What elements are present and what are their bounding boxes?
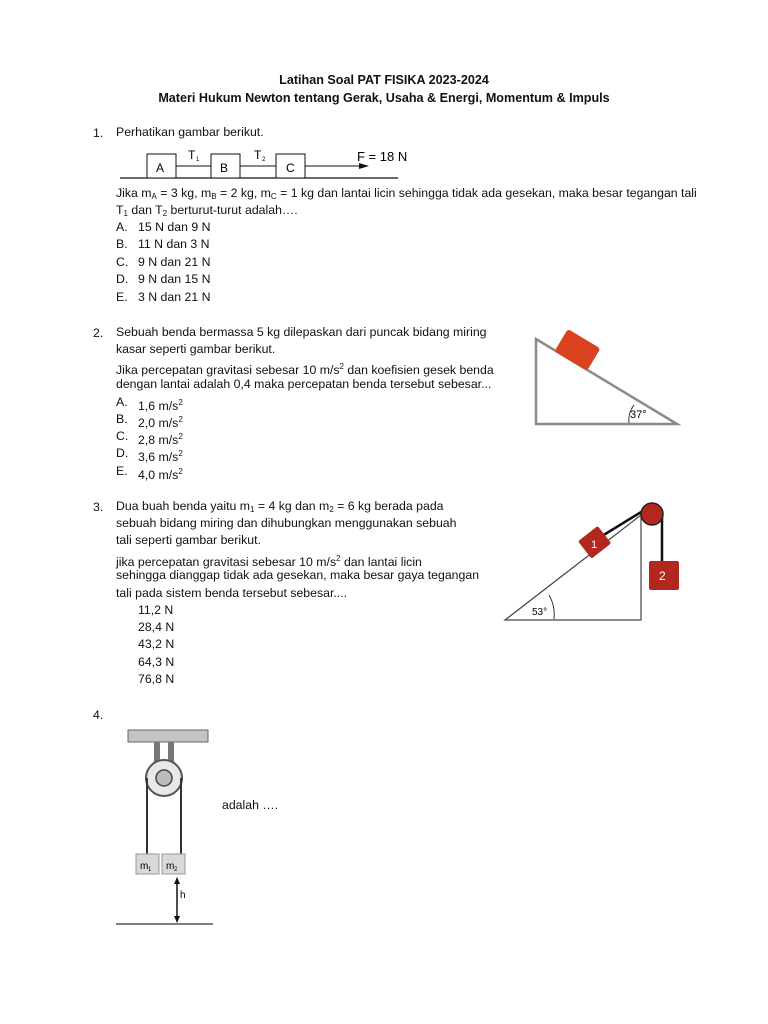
q1-intro: Perhatikan gambar berikut. xyxy=(116,125,264,139)
q1-label-force: F = 18 N xyxy=(357,149,408,164)
q4-ceiling xyxy=(128,730,208,742)
q2-figure xyxy=(533,327,683,427)
q4-label-m1-sub: 1 xyxy=(148,867,152,873)
q1-label-a: A xyxy=(156,161,165,175)
q1-figure xyxy=(118,145,418,181)
q1-option-c[interactable]: C. 9 N dan 21 N xyxy=(116,255,211,269)
q4-text: adalah …. xyxy=(222,798,279,812)
q4-label-m2-sub: 2 xyxy=(174,867,178,873)
q1-option-d[interactable]: D. 9 N dan 15 N xyxy=(116,272,211,286)
q1-label-c: C xyxy=(286,161,295,175)
q2-angle-label: 37° xyxy=(630,409,647,421)
q2-line4: dengan lantai adalah 0,4 maka percepatan benda tersebut sebesar... xyxy=(116,377,492,391)
q3-line4: jika percepatan gravitasi sebesar 10 $m/s^2$ dan lantai licin xyxy=(116,554,422,569)
q3-line1: Dua buah benda yaitu $m_1 = 4$ kg dan $m_2 = 6$ kg berada pada xyxy=(116,499,444,514)
q1-label-t2-sub: 2 xyxy=(262,157,266,163)
q2-line2: kasar seperti gambar berikut. xyxy=(116,342,276,356)
q1-option-e[interactable]: E. 3 N dan 21 N xyxy=(116,290,211,304)
q1-option-b[interactable]: B. 11 N dan 3 N xyxy=(116,237,210,251)
q3-option-5[interactable]: 76,8 N xyxy=(138,672,175,686)
q3-option-4[interactable]: 64,3 N xyxy=(138,655,175,669)
q3-line2: sebuah bidang miring dan dihubungkan menggunakan sebuah xyxy=(116,516,457,530)
q4-pulley-hub xyxy=(156,770,172,786)
q1-label-b: B xyxy=(220,161,229,175)
q3-line5: sehingga dianggap tidak ada gesekan, maka besar gaya tegangan xyxy=(116,568,480,582)
q3-incline xyxy=(505,515,641,620)
q3-number: 3. xyxy=(93,500,104,514)
q4-arrow-up xyxy=(174,877,180,884)
q4-label-h: h xyxy=(180,890,186,901)
q3-pulley xyxy=(641,503,663,525)
q3-option-2[interactable]: 28,4 N xyxy=(138,620,175,634)
q4-label-m1: m xyxy=(140,861,149,872)
q3-line6: tali pada sistem benda tersebut sebesar.... xyxy=(116,586,348,600)
q3-figure xyxy=(502,500,702,625)
q2-line1: Sebuah benda bermassa 5 kg dilepaskan dari puncak bidang miring xyxy=(116,325,487,339)
q1-label-t1-sub: 1 xyxy=(196,157,200,163)
q4-number: 4. xyxy=(93,708,104,722)
q1-number: 1. xyxy=(93,126,104,140)
q1-stem-line1: Jika $m_A = 3$ kg, $m_B = 2$ kg, $m_C = 1$ kg dan lantai licin sehingga tidak ada gesekan, maka besar tegangan tali xyxy=(116,186,697,201)
q1-label-t1: T xyxy=(188,148,196,162)
q1-stem-line2: $T_1$ dan $T_2$ berturut-turut adalah…. xyxy=(116,203,298,218)
q2-line3: Jika percepatan gravitasi sebesar 10 $m/s^2$ dan koefisien gesek benda xyxy=(116,362,494,377)
q2-option-d[interactable]: D. 3,6 $m/s^2$ xyxy=(116,446,183,464)
q2-option-e[interactable]: E. 4,0 $m/s^2$ xyxy=(116,464,183,482)
page-title: Latihan Soal PAT FISIKA 2023-2024 xyxy=(279,73,489,87)
q1-label-t2: T xyxy=(254,148,262,162)
q3-angle-label: 53° xyxy=(532,607,548,618)
q2-option-c[interactable]: C. 2,8 $m/s^2$ xyxy=(116,429,183,447)
page-subtitle: Materi Hukum Newton tentang Gerak, Usaha & Energi, Momentum & Impuls xyxy=(158,91,610,105)
q2-option-b[interactable]: B. 2,0 $m/s^2$ xyxy=(116,412,183,430)
q4-figure xyxy=(114,728,224,928)
q1-option-a[interactable]: A. 15 N dan 9 N xyxy=(116,220,211,234)
q3-label-2: 2 xyxy=(659,569,666,583)
q3-label-1: 1 xyxy=(591,539,598,551)
q4-label-m2: m xyxy=(166,861,175,872)
q2-number: 2. xyxy=(93,326,104,340)
q2-option-a[interactable]: A. 1,6 $m/s^2$ xyxy=(116,395,183,413)
q3-line3: tali seperti gambar berikut. xyxy=(116,533,261,547)
q3-option-3[interactable]: 43,2 N xyxy=(138,637,175,651)
q3-option-1[interactable]: 11,2 N xyxy=(138,603,174,617)
q4-arrow-down xyxy=(174,916,180,923)
